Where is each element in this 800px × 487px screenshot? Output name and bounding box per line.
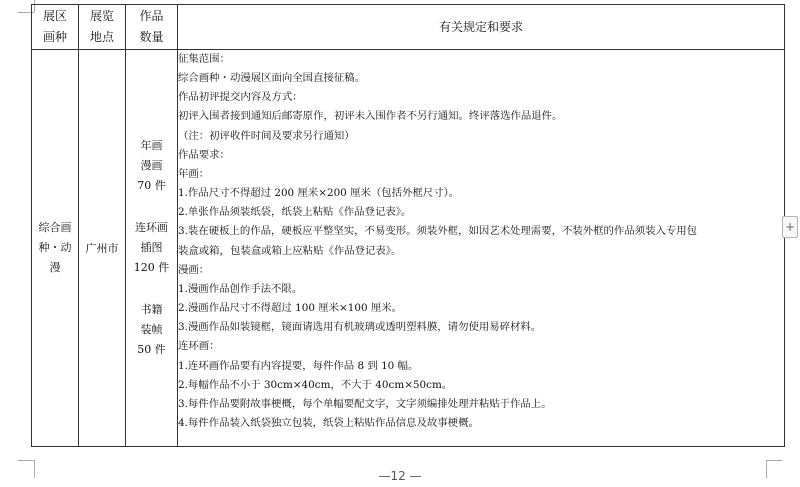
requirement-line: 2.单张作品须装纸袋，纸袋上粘贴《作品登记表》。 <box>178 206 412 219</box>
crop-mark <box>18 460 34 461</box>
quantity-line: 插图 <box>140 241 163 254</box>
requirement-line: 2.漫画作品尺寸不得超过 100 厘米×100 厘米。 <box>178 302 403 315</box>
expand-button[interactable]: + <box>782 216 798 238</box>
requirements-cell <box>178 50 785 447</box>
requirement-line: 作品要求： <box>178 148 230 161</box>
quantity-line: 书籍 <box>140 303 163 316</box>
requirement-line: 年画： <box>178 167 210 180</box>
requirement-line: 连环画： <box>178 340 220 353</box>
requirement-line: 征集范围： <box>178 53 230 65</box>
requirement-line: （注：初评收件时间及要求另行通知） <box>178 129 355 142</box>
quantity-line: 70 件 <box>137 179 166 192</box>
quantity-line: 连环画 <box>135 221 168 234</box>
requirement-line: 3.装在硬板上的作品，硬板应平整坚实，不易变形。须装外框，如因艺术处理需要，不装外框的作品须装入专用包 <box>178 225 698 238</box>
quantity-line: 年画 <box>140 139 163 152</box>
requirement-line: 3.漫画作品如装镜框，镜面请选用有机玻璃或透明塑料膜，请勿使用易碎材料。 <box>178 321 542 334</box>
requirement-line: 3.每件作品要附故事梗概，每个单幅要配文字，文字须编排处理并粘贴于作品上。 <box>178 397 552 410</box>
table-header-row <box>32 5 785 50</box>
requirement-line: 1.连环画作品要有内容提要，每件作品 8 到 10 幅。 <box>178 359 419 372</box>
quantity-group <box>126 300 177 360</box>
header-quantity: 作品 数量 <box>126 5 178 50</box>
requirements-table <box>31 4 785 447</box>
quantity-group <box>126 218 177 278</box>
header-area: 展区 画种 <box>32 5 79 50</box>
requirement-line: 1.作品尺寸不得超过 200 厘米×200 厘米（包括外框尺寸）。 <box>178 187 460 200</box>
quantity-cell <box>126 50 178 447</box>
requirement-line: 2.每幅作品不小于 30cm×40cm，不大于 40cm×50cm。 <box>178 378 453 391</box>
table-row <box>32 50 785 447</box>
page-number: —12 — <box>378 469 422 483</box>
quantity-line: 50 件 <box>137 343 166 356</box>
crop-mark <box>766 460 782 461</box>
requirement-line: 4.每件作品装入纸袋独立包装，纸袋上粘贴作品信息及故事梗概。 <box>178 416 479 429</box>
header-location: 展览 地点 <box>79 5 126 50</box>
quantity-line: 漫画 <box>140 159 163 172</box>
requirement-line: 漫画： <box>178 263 210 276</box>
header-requirements: 有关规定和要求 <box>178 5 785 50</box>
location-cell: 广州市 <box>79 50 126 447</box>
quantity-group <box>126 136 177 196</box>
requirement-line: 初评入围者接到通知后邮寄原作，初评未入围作者不另行通知。终评落选作品退件。 <box>178 110 563 123</box>
quantity-line: 装帧 <box>140 323 163 336</box>
requirement-line: 1.漫画作品创作手法不限。 <box>178 282 303 295</box>
quantity-line: 120 件 <box>133 261 170 274</box>
exhibition-area-cell: 综合画 种・动 漫 <box>32 50 79 447</box>
requirement-line: 装盒或箱，包装盒或箱上应粘贴《作品登记表》。 <box>178 244 402 257</box>
requirement-line: 综合画种・动漫展区面向全国直接征稿。 <box>178 72 366 85</box>
requirement-line: 作品初评提交内容及方式： <box>178 91 303 104</box>
